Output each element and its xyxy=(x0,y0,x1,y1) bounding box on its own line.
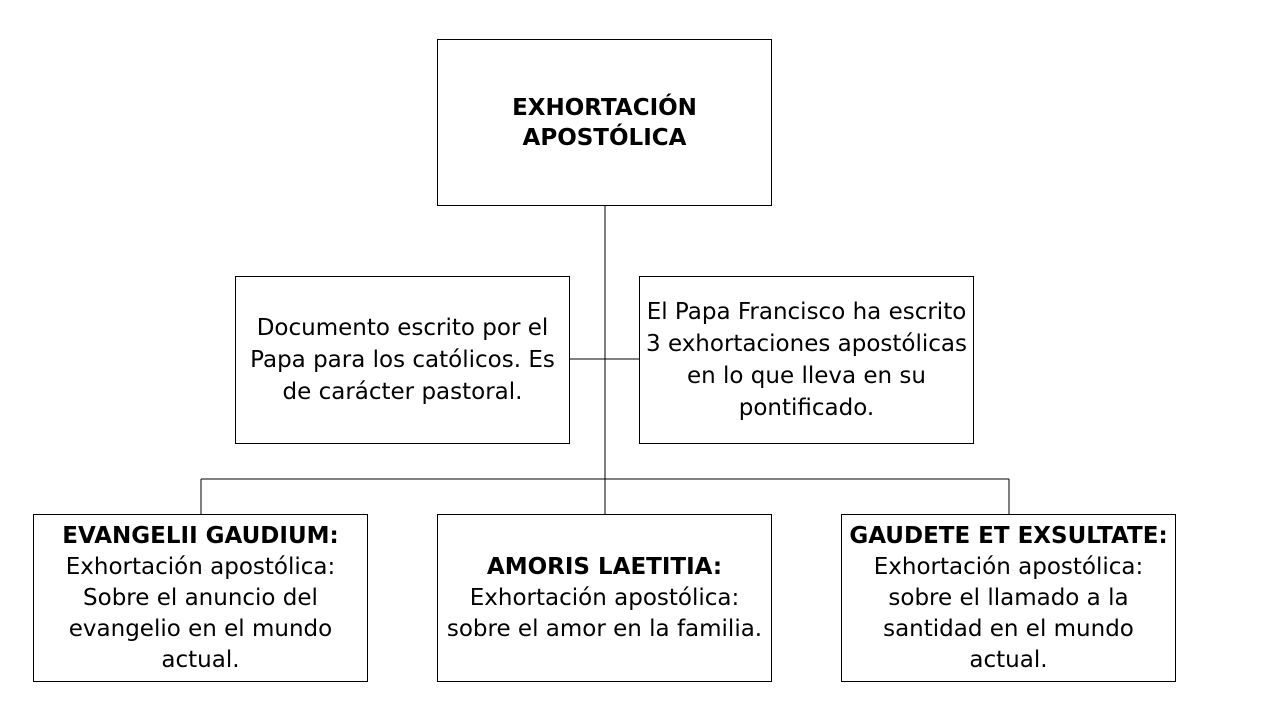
definition-node xyxy=(235,276,570,444)
document-heading: GAUDETE ET EXSULTATE: xyxy=(849,522,1168,549)
document-heading: EVANGELII GAUDIUM: xyxy=(62,522,339,549)
document-heading: AMORIS LAETITIA: xyxy=(486,553,723,580)
document-description: Exhortación apostólica: Sobre el anuncio del evangelio en el mundo actual. xyxy=(65,553,336,673)
definition-text: Documento escrito por el Papa para los católicos. Es de carácter pastoral. xyxy=(250,315,555,405)
root-node xyxy=(437,39,772,206)
evangelii-gaudium-node xyxy=(33,514,368,682)
document-description: Exhortación apostólica: sobre el llamado a la santidad en el mundo actual. xyxy=(873,553,1144,673)
document-description: Exhortación apostólica: sobre el amor en la familia. xyxy=(446,584,763,642)
gaudete-et-exsultate-node xyxy=(841,514,1176,682)
amoris-laetitia-node xyxy=(437,514,772,682)
root-title: EXHORTACIÓN APOSTÓLICA xyxy=(512,94,697,151)
francis-count-text: El Papa Francisco ha escrito 3 exhortaciones apostólicas en lo que lleva en su pontificado. xyxy=(646,299,967,421)
francis-count-node xyxy=(639,276,974,444)
